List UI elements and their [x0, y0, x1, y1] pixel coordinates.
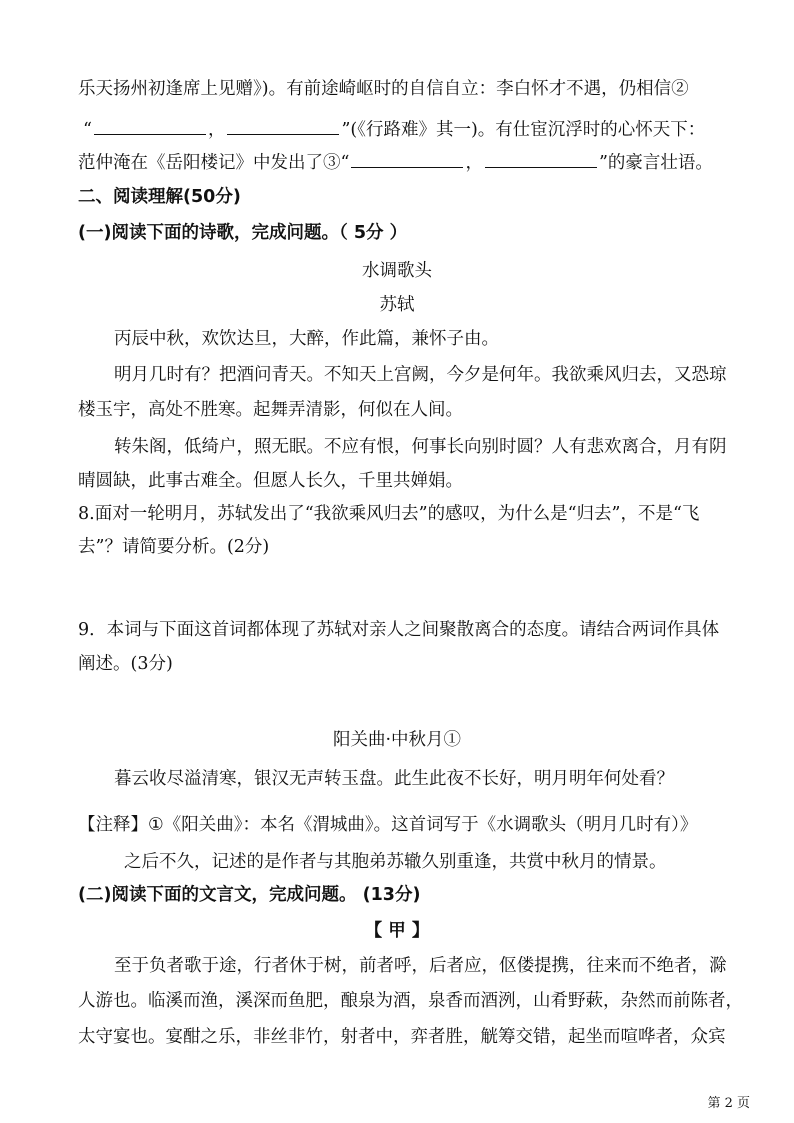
part2-title: (二)阅读下面的文言文，完成问题。 (13分): [78, 885, 421, 905]
poem2-note-1: 【注释】①《阳关曲》：本名《渭城曲》。这首词写于《水调歌头（明月几时有）》: [78, 815, 698, 835]
answer-blank-2b[interactable]: [227, 120, 339, 135]
comma: ，: [465, 153, 483, 173]
poem1-line-2: 楼玉宇，高处不胜寒。起舞弄清影，何似在人间。: [78, 400, 463, 420]
recitation-line-3: [78, 150, 750, 176]
passage-jia-label: 【 甲 】: [364, 921, 430, 941]
poem1-title: 水调歌头: [362, 261, 432, 281]
answer-blank-3b[interactable]: [485, 153, 597, 168]
part1-title: (一)阅读下面的诗歌，完成问题。（ 5分 ）: [78, 223, 408, 243]
comma: ，: [207, 120, 226, 140]
poem1-line-3: 转朱阁，低绮户，照无眠。不应有恨，何事长向别时圆？人有悲欢离合，月有阴: [114, 437, 727, 457]
poem2-text: 暮云收尽溢清寒，银汉无声转玉盘。此生此夜不长好，明月明年何处看？: [114, 769, 674, 789]
quote-open: “: [83, 120, 92, 140]
passage-line-3: 太守宴也。宴酣之乐，非丝非竹，射者中，弈者胜，觥筹交错，起坐而喧哗者，众宾: [78, 1027, 726, 1047]
question-9-line-2: 阐述。(3分): [78, 654, 173, 674]
poem1-line-1: 明月几时有？把酒问青天。不知天上宫阙，今夕是何年。我欲乘风归去，又恐琼: [114, 365, 727, 385]
recitation-line-3-head: 范仲淹在《岳阳楼记》中发出了③“: [78, 153, 350, 173]
poem1-line-4: 晴圆缺，此事古难全。但愿人长久，千里共婵娟。: [78, 471, 463, 491]
recitation-line-2: [83, 117, 750, 143]
poem1-preface: 丙辰中秋，欢饮达旦，大醉，作此篇，兼怀子由。: [114, 329, 499, 349]
section-title: 二、阅读理解(50分): [78, 187, 241, 207]
passage-line-2: 人游也。临溪而渔，溪深而鱼肥，酿泉为酒，泉香而酒洌，山肴野蔌，杂然而前陈者，: [78, 991, 743, 1011]
question-9-line-1: 9．本词与下面这首词都体现了苏轼对亲人之间聚散离合的态度。请结合两词作具体: [78, 620, 720, 640]
poem2-note-2: 之后不久，记述的是作者与其胞弟苏辙久别重逢，共赏中秋月的情景。: [124, 852, 667, 872]
recitation-line-3-tail: ”的豪言壮语。: [598, 153, 713, 173]
page-number: 第 2 页: [707, 1096, 750, 1111]
answer-blank-2a[interactable]: [94, 120, 206, 135]
poem2-title: 阳关曲·中秋月①: [332, 730, 462, 750]
recitation-line-1: 乐天扬州初逢席上见赠》)。有前途崎岖时的自信自立：李白怀才不遇，仍相信②: [78, 79, 689, 99]
question-8-line-2: 去”？请简要分析。(2分): [78, 537, 270, 557]
question-8-line-1: 8.面对一轮明月，苏轼发出了“我欲乘风归去”的感叹，为什么是“归去”，不是“飞: [78, 504, 700, 524]
recitation-line-2-tail: ”(《行路难》其一)。有仕宦沉浮时的心怀天下：: [341, 120, 706, 140]
passage-line-1: 至于负者歌于途，行者休于树，前者呼，后者应，伛偻提携，往来而不绝者，滁: [114, 956, 727, 976]
poem1-author: 苏轼: [379, 295, 415, 315]
answer-blank-3a[interactable]: [351, 153, 463, 168]
